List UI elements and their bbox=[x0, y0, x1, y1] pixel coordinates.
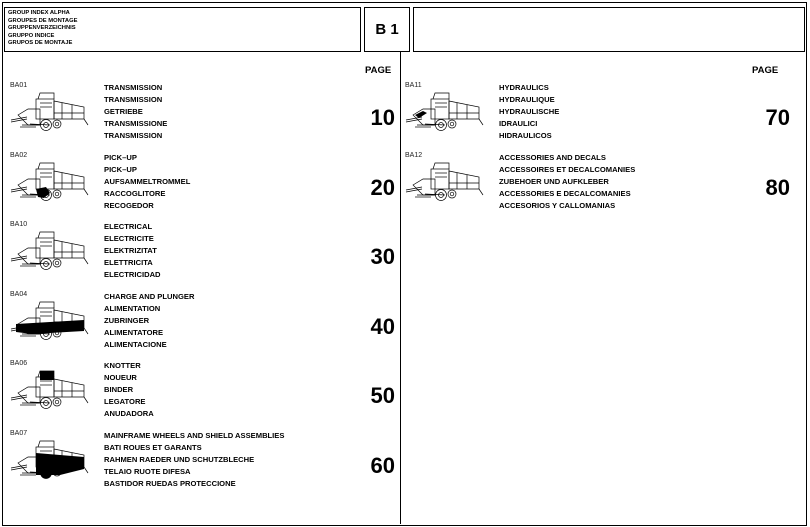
section-title-line: RACCOGLITORE bbox=[104, 188, 166, 198]
section-code-label: BA11 bbox=[405, 82, 422, 89]
section-code-label: BA07 bbox=[10, 429, 28, 437]
section-title-line: ALIMENTATION bbox=[104, 303, 161, 313]
section-title-line: HYDRAULIQUE bbox=[499, 95, 555, 105]
baler-illustration bbox=[10, 369, 90, 418]
group-index-title-line: GROUP INDEX ALPHA bbox=[8, 10, 70, 16]
section-code-box bbox=[364, 7, 410, 52]
section-title-line: ALIMENTACIONE bbox=[104, 339, 167, 349]
section-titles bbox=[104, 360, 154, 420]
section-code-label: BA02 bbox=[10, 151, 28, 159]
section-title-line: TRANSMISSION bbox=[104, 83, 163, 92]
section-title-line: ACCESSORIES E DECALCOMANIES bbox=[499, 188, 631, 198]
section-title-line: KNOTTER bbox=[104, 361, 141, 370]
page-label-right: PAGE bbox=[752, 65, 779, 76]
section-title-line: TRANSMISSIONE bbox=[104, 119, 168, 129]
section-title-line: ACCESSOIRES ET DECALCOMANIES bbox=[499, 164, 636, 174]
section-code-label: BA12 bbox=[405, 151, 423, 159]
section-title-line: TELAIO RUOTE DIFESA bbox=[104, 466, 191, 476]
section-title-line: RAHMEN RAEDER UND SCHUTZBLECHE bbox=[104, 454, 255, 464]
baler-illustration bbox=[10, 230, 90, 279]
page-label-left: PAGE bbox=[365, 65, 392, 76]
section-title-line: ELECTRICAL bbox=[104, 222, 153, 231]
section-title-line: ELECTRICIDAD bbox=[104, 270, 161, 280]
baler-illustration bbox=[10, 91, 90, 140]
baler-illustration bbox=[10, 300, 90, 349]
group-index-title-line: GRUPPENVERZEICHNIS bbox=[8, 25, 76, 32]
section-title-line: HYDRAULISCHE bbox=[499, 107, 560, 117]
section-title-line: TRANSMISSION bbox=[104, 95, 163, 105]
section-titles bbox=[104, 291, 194, 351]
section-title-line: BASTIDOR RUEDAS PROTECCIONE bbox=[104, 478, 236, 488]
section-code-label: BA04 bbox=[10, 290, 28, 298]
section-page-number[interactable]: 80 bbox=[765, 174, 790, 200]
section-title-line: BINDER bbox=[104, 385, 134, 395]
group-index-title-line: GROUPES DE MONTAGE bbox=[8, 17, 78, 24]
section-title-line: ACCESORIOS Y CALLOMANIAS bbox=[499, 200, 616, 210]
group-index-titles bbox=[5, 8, 360, 48]
baler-illustration bbox=[405, 161, 485, 210]
section-title-line: TRANSMISSION bbox=[104, 131, 163, 141]
section-title-line: PICK–UP bbox=[104, 164, 137, 174]
baler-illustration bbox=[405, 91, 485, 140]
section-titles bbox=[104, 430, 284, 490]
section-titles bbox=[499, 82, 559, 142]
section-title-line: LEGATORE bbox=[104, 397, 146, 407]
baler-illustration bbox=[10, 439, 90, 488]
group-index-title-line: GRUPOS DE MONTAJE bbox=[8, 40, 73, 47]
section-title-line: PICK–UP bbox=[104, 152, 137, 162]
baler-illustration bbox=[10, 161, 90, 210]
section-title-line: IDRAULICI bbox=[499, 119, 538, 129]
section-code-label: BA01 bbox=[10, 82, 28, 89]
section-title-line: ALIMENTATORE bbox=[104, 327, 164, 337]
section-title-line: ELECTRICITE bbox=[104, 234, 154, 244]
section-title-line: MAINFRAME WHEELS AND SHIELD ASSEMBLIES bbox=[104, 430, 285, 440]
section-titles bbox=[104, 221, 161, 281]
section-title-line: BATI ROUES ET GARANTS bbox=[104, 442, 202, 452]
section-title-line: HYDRAULICS bbox=[499, 83, 549, 92]
section-page-number[interactable]: 40 bbox=[370, 313, 395, 339]
section-page-number[interactable]: 10 bbox=[370, 105, 395, 130]
section-titles bbox=[104, 82, 167, 142]
section-title-line: ACCESSORIES AND DECALS bbox=[499, 152, 606, 162]
header-blank-box bbox=[413, 7, 805, 52]
section-title-line: GETRIEBE bbox=[104, 107, 143, 117]
section-title-line: ZUBEHOER UND AUFKLEBER bbox=[499, 176, 609, 186]
section-title-line: ZUBRINGER bbox=[104, 315, 150, 325]
section-page-number[interactable]: 30 bbox=[370, 244, 395, 269]
column-divider bbox=[400, 52, 401, 524]
section-title-line: AUFSAMMELTROMMEL bbox=[104, 176, 191, 186]
group-index-title-box bbox=[4, 7, 361, 52]
section-code: B 1 bbox=[375, 21, 399, 38]
section-title-line: NOUEUR bbox=[104, 373, 137, 383]
section-titles bbox=[104, 152, 190, 212]
section-page-number[interactable]: 20 bbox=[370, 174, 395, 200]
section-title-line: RECOGEDOR bbox=[104, 200, 154, 210]
section-title-line: ANUDADORA bbox=[104, 409, 154, 419]
section-code-label: BA06 bbox=[10, 360, 28, 367]
section-titles bbox=[499, 152, 635, 212]
section-page-number[interactable]: 50 bbox=[370, 383, 395, 408]
section-title-line: HIDRAULICOS bbox=[499, 131, 552, 141]
group-index-title-line: GRUPPO INDICE bbox=[8, 32, 55, 39]
section-title-line: ELETTRICITA bbox=[104, 258, 153, 268]
section-code-label: BA10 bbox=[10, 221, 28, 228]
section-page-number[interactable]: 70 bbox=[765, 105, 790, 130]
section-title-line: CHARGE AND PLUNGER bbox=[104, 291, 195, 301]
section-page-number[interactable]: 60 bbox=[370, 452, 395, 478]
section-title-line: ELEKTRIZITAT bbox=[104, 246, 157, 256]
